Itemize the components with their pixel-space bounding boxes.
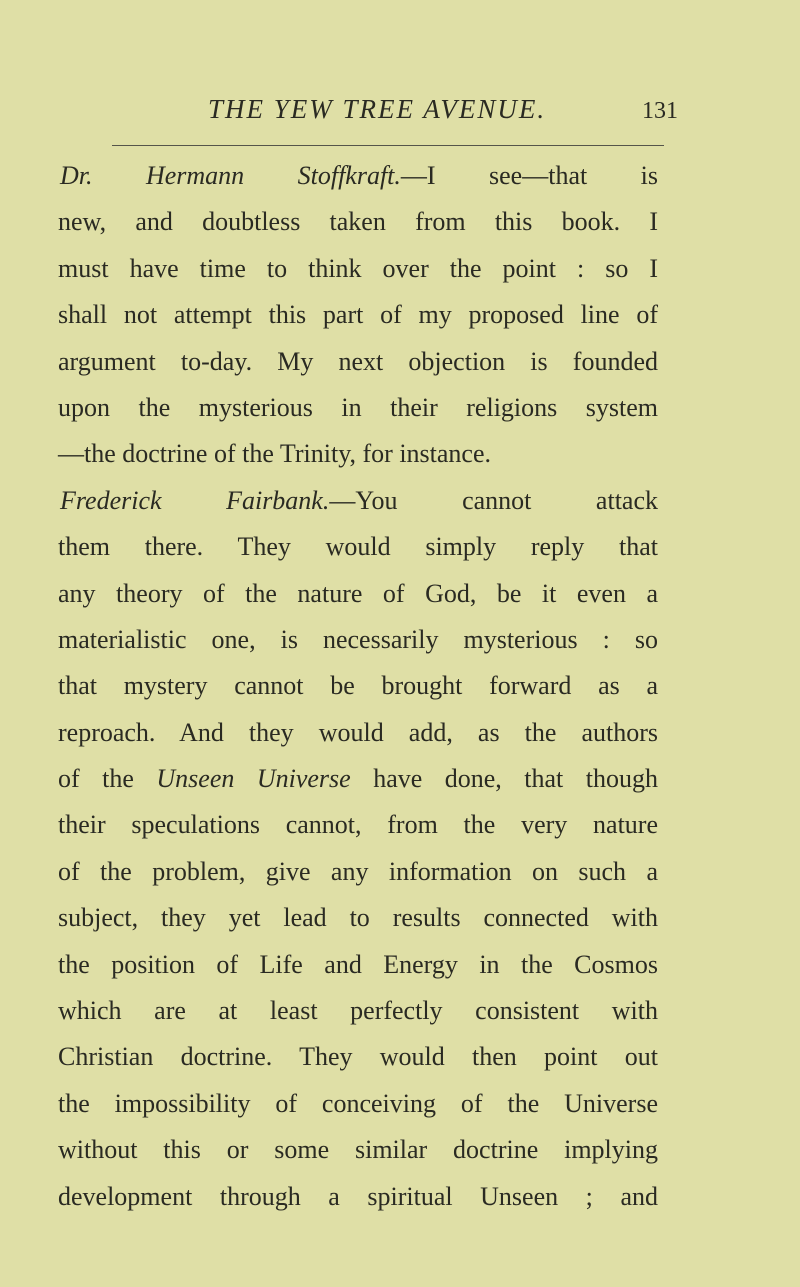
speaker-name: Dr. Hermann Stoffkraft.: [60, 161, 401, 190]
header-rule: [112, 145, 664, 146]
line-text: —I see—that is: [400, 161, 658, 190]
body-text: [58, 153, 658, 1220]
text-line: materialistic one, is necessarily mysterious : so: [58, 624, 658, 654]
text-line: upon the mysterious in their religions system: [58, 392, 658, 422]
line-text: have done, that though: [350, 764, 658, 794]
page-header: [208, 94, 678, 134]
running-title: THE YEW TREE AVENUE.: [208, 94, 547, 124]
page-number: 131: [642, 98, 678, 124]
text-line: their speculations cannot, from the very nature: [58, 810, 658, 840]
text-line: new, and doubtless taken from this book. I: [58, 207, 658, 237]
text-line: the impossibility of conceiving of the Universe: [58, 1088, 658, 1118]
line-text: of the: [58, 764, 157, 794]
text-line: any theory of the nature of God, be it even a: [58, 578, 658, 608]
text-line: Christian doctrine. They would then point out: [58, 1042, 658, 1072]
text-line: the position of Life and Energy in the Cosmos: [58, 949, 658, 979]
text-line: [58, 153, 658, 199]
book-title: Unseen Universe: [156, 764, 351, 794]
line-text: —You cannot attack: [329, 485, 658, 515]
text-line: subject, they yet lead to results connected with: [58, 903, 658, 933]
text-line: that mystery cannot be brought forward as a: [58, 671, 658, 701]
text-line: argument to-day. My next objection is founded: [58, 346, 658, 376]
text-line: —the doctrine of the Trinity, for instance.: [58, 439, 492, 469]
text-line: them there. They would simply reply that: [58, 532, 658, 562]
text-line: without this or some similar doctrine implying: [58, 1135, 658, 1165]
text-line: development through a spiritual Unseen ; and: [58, 1181, 658, 1211]
text-line: shall not attempt this part of my proposed line of: [58, 300, 658, 330]
text-line: of the problem, give any information on such a: [58, 856, 658, 886]
text-line: reproach. And they would add, as the authors: [58, 717, 658, 747]
text-line: which are at least perfectly consistent with: [58, 996, 658, 1026]
text-line: [58, 756, 658, 802]
text-line: [58, 478, 658, 524]
speaker-name: Frederick Fairbank.: [60, 485, 330, 515]
text-line: must have time to think over the point : so I: [58, 253, 658, 283]
